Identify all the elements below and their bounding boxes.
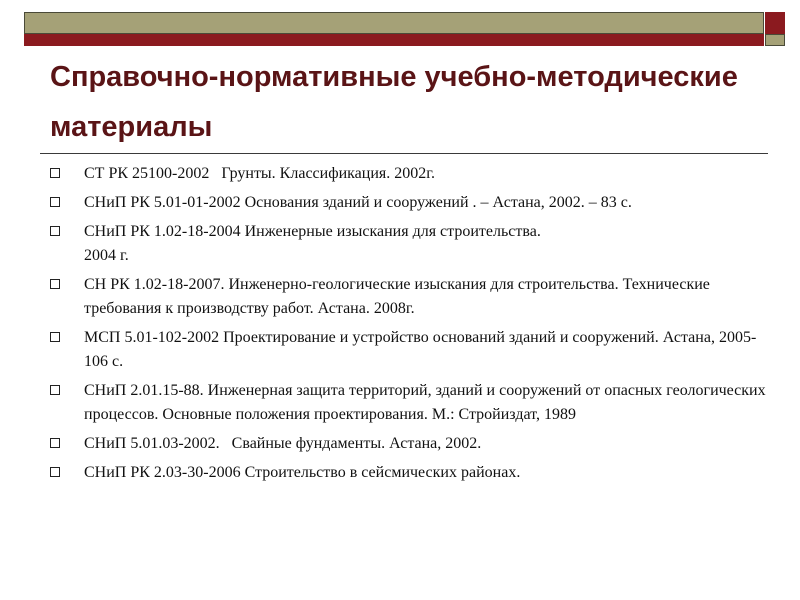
reference-list	[50, 162, 770, 490]
square-bullet-icon	[50, 279, 62, 288]
title-divider	[40, 153, 768, 154]
slide-title: Справочно-нормативные учебно-методические материалы	[50, 61, 738, 143]
square-bullet-icon	[50, 467, 62, 476]
square-bullet-icon	[50, 438, 62, 447]
list-item	[50, 432, 770, 456]
list-item	[50, 326, 770, 374]
list-item-text: СНиП РК 1.02-18-2004 Инженерные изыскания для строительства. 2004 г.	[84, 223, 541, 264]
square-bullet-icon	[50, 168, 62, 177]
square-bullet-icon	[50, 197, 62, 206]
list-item	[50, 273, 770, 321]
square-bullet-icon	[50, 385, 62, 394]
square-bullet-icon	[50, 226, 62, 235]
header-square-olive	[765, 34, 785, 46]
list-item-text: СНиП РК 5.01-01-2002 Основания зданий и сооружений . – Астана, 2002. – 83 с.	[84, 194, 632, 211]
header-bar-olive	[24, 12, 764, 34]
header-bar-red	[24, 34, 764, 46]
list-item-text: СНиП 2.01.15-88. Инженерная защита территорий, зданий и сооружений от опасных геологических процессов. Основные положения проектирования. М.: Стройиздат, 1989	[84, 382, 770, 423]
list-item-text: СН РК 1.02-18-2007. Инженерно-геологические изыскания для строительства. Технические требования к производству работ. Астана. 2008г.	[84, 276, 714, 317]
list-item-text: МСП 5.01-102-2002 Проектирование и устройство оснований зданий и сооружений. Астана, 2005- 106 с.	[84, 329, 761, 370]
square-bullet-icon	[50, 332, 62, 341]
list-item	[50, 220, 770, 268]
list-item-text: СНиП 5.01.03-2002. Свайные фундаменты. Астана, 2002.	[84, 435, 482, 452]
list-item-text: СНиП РК 2.03-30-2006 Строительство в сейсмических районах.	[84, 464, 521, 481]
list-item	[50, 162, 770, 186]
header-square-red	[765, 12, 785, 34]
list-item	[50, 379, 770, 427]
list-item	[50, 461, 770, 485]
list-item-text: СТ РК 25100-2002 Грунты. Классификация. 2002г.	[84, 165, 436, 182]
list-item	[50, 191, 770, 215]
